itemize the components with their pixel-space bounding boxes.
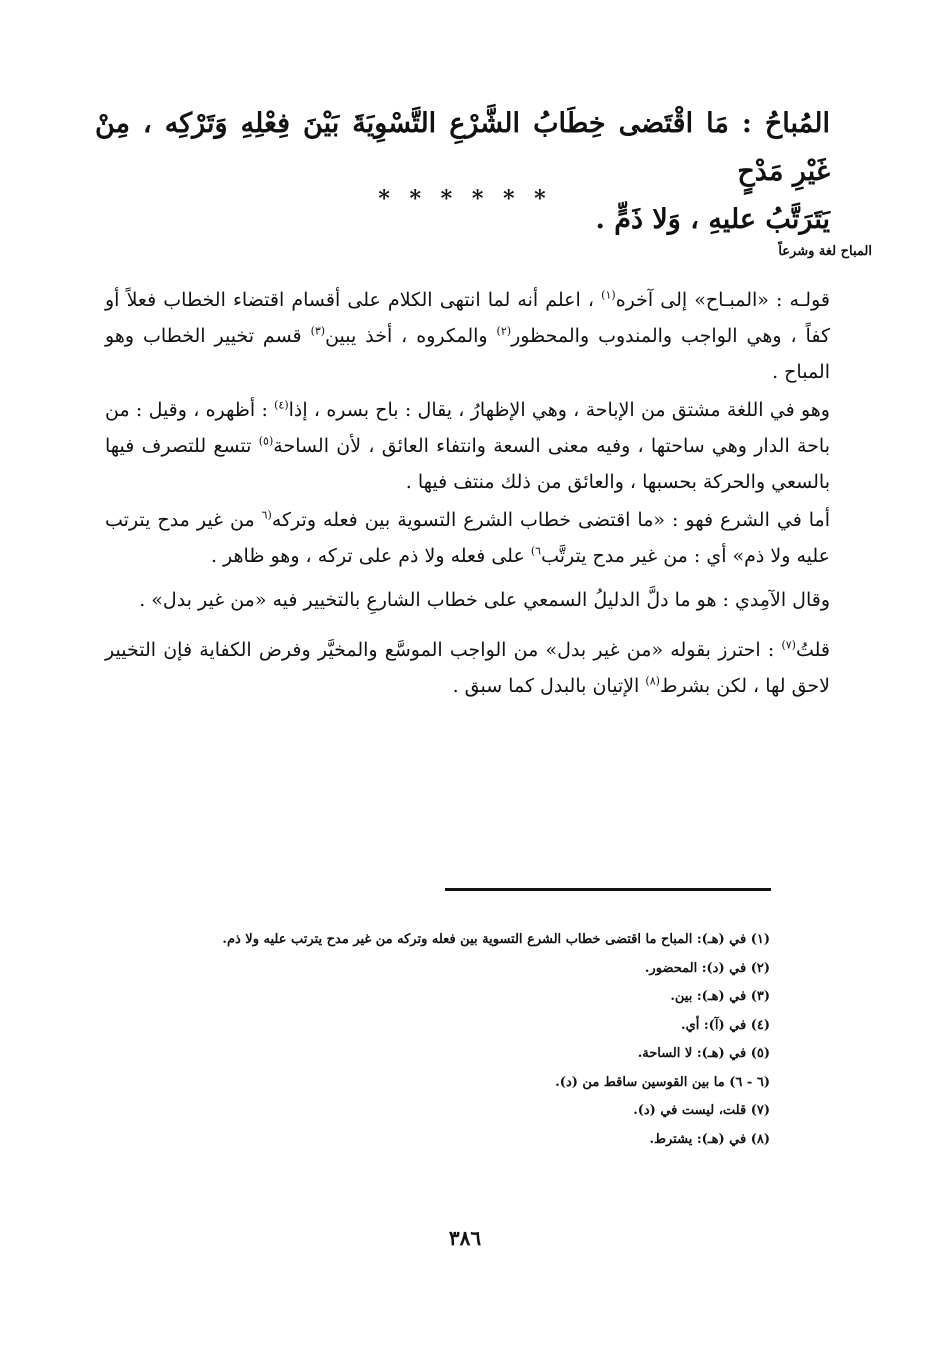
footnote-ref[interactable]: (٢) (496, 324, 512, 338)
text-run: على فعله ولا ذم على تركه ، وهو ظاهر . (210, 545, 525, 567)
footnote-ref[interactable]: ٦) (530, 544, 542, 558)
footnote: (١) في (هـ): المباح ما اقتضى خطاب الشرع التسوية بين فعله وتركه من غير مدح يترتب عليه ولا ذم. (222, 932, 770, 947)
matn-text (95, 100, 830, 244)
text-run: قولـه : «المبـاح» إلى آخره (615, 289, 830, 311)
text-run: أما في الشرع فهو : «ما اقتضى خطاب الشرع التسوية بين فعله وتركه (271, 509, 831, 531)
matn-line: المُباحُ : مَا اقْتَضى خِطَابُ الشَّرْعِ التَّسْوِيَةَ بَيْنَ فِعْلِهِ وَتَرْكِه ، مِنْ غَيْرِ مَدْحٍ (95, 108, 830, 187)
commentary-text (105, 282, 830, 704)
footnote-ref[interactable]: (١) (601, 288, 616, 302)
matn-line: يَتَرَتَّبُ عليهِ ، وَلا ذَمٍّ . (595, 204, 830, 235)
text-run: : احترز بقوله «من غير بدل» من الواجب الموسَّع والمخيَّر وفرض الكفاية فإن التخيير لاحق لها ، لكن بشرط (105, 639, 830, 697)
footnote: (٣) في (هـ): بين. (670, 989, 770, 1004)
footnote-ref[interactable]: (٣) (310, 324, 326, 338)
section-separator: * * * * * * (378, 186, 552, 212)
paragraph (105, 392, 830, 500)
footnote: (٧) قلت، ليست في (د). (633, 1103, 770, 1118)
text-run: الإتيان بالبدل كما سبق . (452, 675, 640, 697)
paragraph: وقال الآمِدي : هو ما دلَّ الدليلُ السمعي على خطاب الشارعِ بالتخيير فيه «من غير بدل» . (139, 589, 830, 611)
paragraph (105, 282, 830, 390)
footnote-divider (445, 888, 771, 891)
footnote-ref[interactable]: (٨) (645, 674, 660, 688)
text-run: من غير مدح يترتب عليه ولا ذم» أي : من غير مدح يترتَّب (105, 509, 830, 567)
footnote: (٨) في (هـ): يشترط. (649, 1131, 770, 1147)
footnote-ref[interactable]: (٤) (274, 398, 289, 412)
footnote: (٢) في (د): المحضور. (644, 960, 770, 976)
footnotes (80, 926, 770, 1154)
margin-note: المباح لغة وشرعاً (778, 244, 872, 259)
footnote-ref[interactable]: (٥) (258, 434, 274, 448)
page-number: ٣٨٦ (448, 1226, 482, 1250)
footnote-ref[interactable]: (٦ (261, 508, 272, 522)
text-run: والمكروه ، أخذ يبين (325, 325, 488, 347)
text-run: : أظهره ، وقيل : من باحة الدار وهي ساحتها ، وفيه معنى السعة وانتفاء العائق ، لأن الساحة (105, 399, 831, 457)
text-run: وهو في اللغة مشتق من الإباحة ، وهي الإظهارُ ، يقال : باح بسره ، إذا (288, 399, 830, 421)
text-run: قسم تخيير الخطاب وهو المباح . (105, 325, 830, 383)
paragraph (105, 502, 830, 574)
footnote: (٥) في (هـ): لا الساحة. (637, 1046, 770, 1061)
text-run: قلتُ (795, 639, 830, 661)
footnote: (٤) في (آ): أي. (681, 1017, 770, 1033)
paragraph (105, 632, 830, 704)
footnote-ref[interactable]: (٧) (781, 638, 796, 652)
text-run: ، اعلم أنه لما انتهى الكلام على أقسام اقتضاء الخطاب فعلاً أو كفاً ، وهي الواجب والمندوب والمحظور (105, 289, 831, 347)
text-run: تتسع للتصرف فيها بالسعي والحركة بحسبها ، والعائق من ذلك منتف فيها . (105, 435, 830, 493)
footnote: (٦ - ٦) ما بين القوسين ساقط من (د). (555, 1074, 770, 1090)
